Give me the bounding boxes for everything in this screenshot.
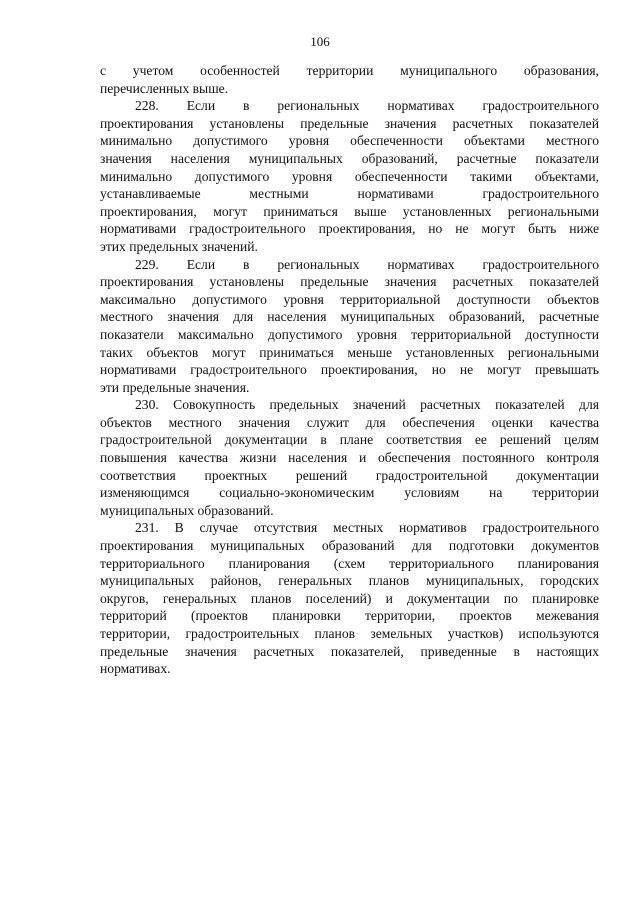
text-line: этих предельных значений. <box>100 238 258 254</box>
text-line: устанавливаемые местными нормативами градостроительного <box>100 186 599 202</box>
text-line: эти предельные значения. <box>100 379 250 395</box>
text-line: объектов местного значения служит для обеспечения оценки качества <box>100 414 599 430</box>
paragraph-p231 <box>100 519 599 677</box>
text-line: округов, генеральных планов поселений) и документации по планировке <box>100 590 599 606</box>
document-body <box>100 62 599 678</box>
text-line: минимально допустимого уровня обеспеченности объектами местного <box>100 133 599 149</box>
paragraph-p230 <box>100 396 599 519</box>
text-line: 231. В случае отсутствия местных нормативов градостроительного <box>135 520 599 536</box>
text-line: значения населения муниципальных образований, расчетные показатели <box>100 150 599 166</box>
text-line: изменяющимся социально-экономическим условиям на территории <box>100 485 599 501</box>
text-line: нормативами градостроительного проектирования, но не могут превышать <box>100 362 599 378</box>
text-line: 230. Совокупность предельных значений расчетных показателей для <box>135 397 599 413</box>
text-line: проектирования муниципальных образований для подготовки документов <box>100 538 599 554</box>
text-line: местного значения для населения муниципальных образований, расчетные <box>100 309 599 325</box>
paragraph-p229 <box>100 256 599 397</box>
text-line: повышения качества жизни населения и обеспечения постоянного контроля <box>100 450 599 466</box>
text-line: с учетом особенностей территории муниципального образования, <box>100 63 599 78</box>
paragraph-p0 <box>100 62 599 97</box>
text-line: муниципальных образований. <box>100 502 274 518</box>
text-line: проектирования, могут приниматься выше установленных региональными <box>100 203 599 219</box>
page-number: 106 <box>310 34 330 49</box>
text-line: проектирования установлены предельные значения расчетных показателей <box>100 274 599 290</box>
text-line: соответствия проектных решений градостроительной документации <box>100 467 599 483</box>
text-line: таких объектов могут приниматься меньше установленных региональными <box>100 344 599 360</box>
text-line: территорий (проектов планировки территории, проектов межевания <box>100 608 599 624</box>
text-line: нормативах. <box>100 661 171 677</box>
text-line: показатели максимально допустимого уровня территориальной доступности <box>100 326 599 342</box>
text-line: 229. Если в региональных нормативах градостроительного <box>135 256 599 272</box>
text-line: перечисленных выше. <box>100 80 229 96</box>
text-line: нормативами градостроительного проектирования, но не могут быть ниже <box>100 221 599 237</box>
text-line: проектирования установлены предельные значения расчетных показателей <box>100 115 599 131</box>
text-line: максимально допустимого уровня территориальной доступности объектов <box>100 291 599 307</box>
text-line: градостроительной документации в плане соответствия ее решений целям <box>100 432 599 448</box>
paragraph-p228 <box>100 97 599 255</box>
text-line: территории, градостроительных планов земельных участков) используются <box>100 626 599 641</box>
text-line: территориального планирования (схем территориального планирования <box>100 555 599 571</box>
text-line: предельные значения расчетных показателей, приведенные в настоящих <box>100 643 599 659</box>
text-line: муниципальных районов, генеральных планов муниципальных, городских <box>100 573 599 589</box>
text-line: 228. Если в региональных нормативах градостроительного <box>135 98 599 114</box>
text-line: минимально допустимого уровня обеспеченности такими объектами, <box>100 168 599 184</box>
